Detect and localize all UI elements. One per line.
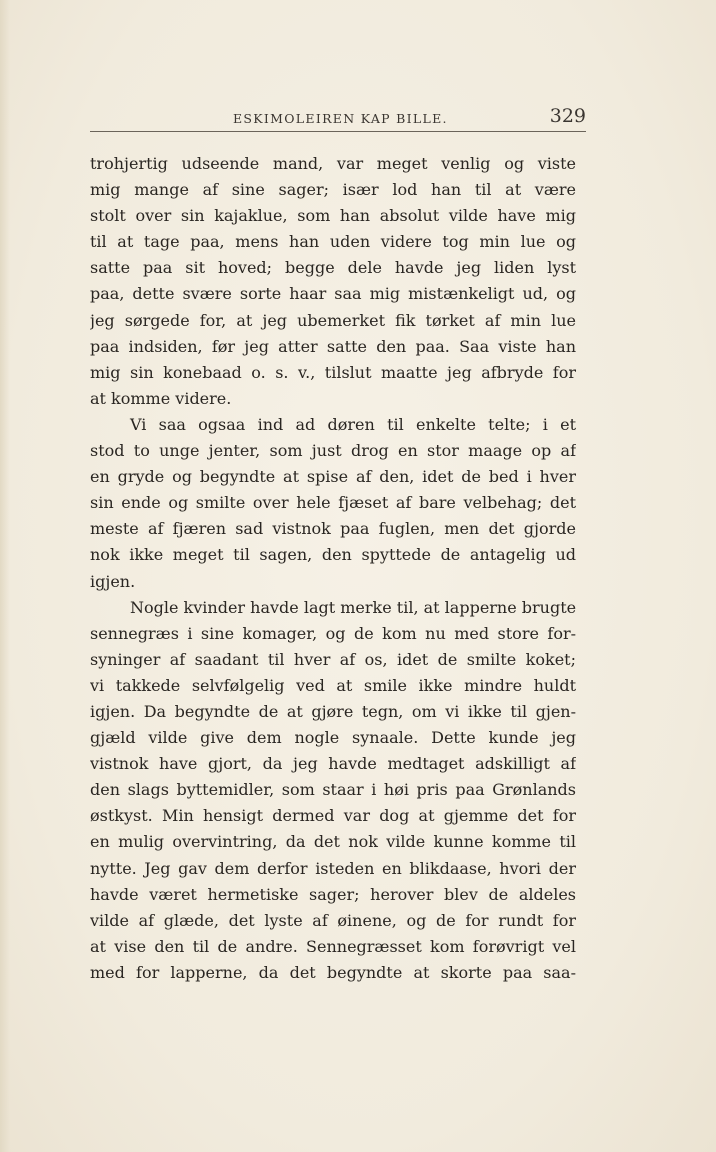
text-line: igjen. xyxy=(90,571,136,591)
text-line: sin ende og smilte over hele fjæset af bare velbehag; det xyxy=(90,493,576,513)
text-line: nok ikke meget til sagen, den spyttede de antagelig ud xyxy=(90,545,576,565)
text-line: syninger af saadant til hver af os, idet de smilte koket; xyxy=(90,649,576,669)
text-line: sennegræs i sine komager, og de kom nu med store for- xyxy=(90,623,576,643)
text-line: stolt over sin kajaklue, som han absolut vilde have mig xyxy=(90,206,576,226)
paragraph-start-line: Vi saa ogsaa ind ad døren til enkelte telte; i et xyxy=(130,414,576,434)
text-line: at komme videre. xyxy=(90,388,232,408)
text-line: havde været hermetiske sager; herover blev de aldeles xyxy=(90,884,576,904)
text-line: paa, dette svære sorte haar saa mig mistænkeligt ud, og xyxy=(90,284,576,304)
text-line: at vise den til de andre. Sennegræsset kom forøvrigt vel xyxy=(90,936,576,956)
text-line: paa indsiden, før jeg atter satte den paa. Saa viste han xyxy=(90,336,576,356)
paragraph-start-line: Nogle kvinder havde lagt merke til, at lapperne brugte xyxy=(130,597,576,617)
text-line: meste af fjæren sad vistnok paa fuglen, men det gjorde xyxy=(90,519,576,539)
text-line: trohjertig udseende mand, var meget venlig og viste xyxy=(90,154,576,173)
text-line: med for lapperne, da det begyndte at skorte paa saa- xyxy=(90,962,576,982)
text-line: satte paa sit hoved; begge dele havde jeg liden lyst xyxy=(90,258,576,278)
page-number: 329 xyxy=(549,105,586,127)
text-line: vilde af glæde, det lyste af øinene, og de for rundt for xyxy=(90,910,576,930)
text-line: jeg sørgede for, at jeg ubemerket fik tørket af min lue xyxy=(90,310,576,330)
text-line: til at tage paa, mens han uden videre tog min lue og xyxy=(90,232,576,252)
text-line: mig mange af sine sager; især lod han til at være xyxy=(90,180,576,200)
text-line: en gryde og begyndte at spise af den, idet de bed i hver xyxy=(90,467,576,487)
text-line: en mulig overvintring, da det nok vilde kunne komme til xyxy=(90,832,576,852)
text-line: gjæld vilde give dem nogle synaale. Dette kunde jeg xyxy=(90,728,576,748)
page-header xyxy=(90,105,586,130)
text-line: nytte. Jeg gav dem derfor isteden en blikdaase, hvori der xyxy=(90,858,576,878)
text-line: vistnok have gjort, da jeg havde medtaget adskilligt af xyxy=(90,754,576,774)
page-gutter-shadow xyxy=(0,0,10,1152)
running-title: ESKIMOLEIREN KAP BILLE. xyxy=(233,111,448,126)
text-line: igjen. Da begyndte de at gjøre tegn, om vi ikke til gjen- xyxy=(90,701,576,721)
text-line: den slags byttemidler, som staar i høi pris paa Grønlands xyxy=(90,780,576,800)
body-text xyxy=(90,151,576,986)
text-line: stod to unge jenter, som just drog en stor maage op af xyxy=(90,441,576,461)
text-line: østkyst. Min hensigt dermed var dog at gjemme det for xyxy=(90,806,576,826)
header-rule xyxy=(90,131,586,132)
text-line: mig sin konebaad o. s. v., tilslut maatte jeg afbryde for xyxy=(90,362,576,382)
text-line: vi takkede selvfølgelig ved at smile ikke mindre huldt xyxy=(90,675,576,695)
